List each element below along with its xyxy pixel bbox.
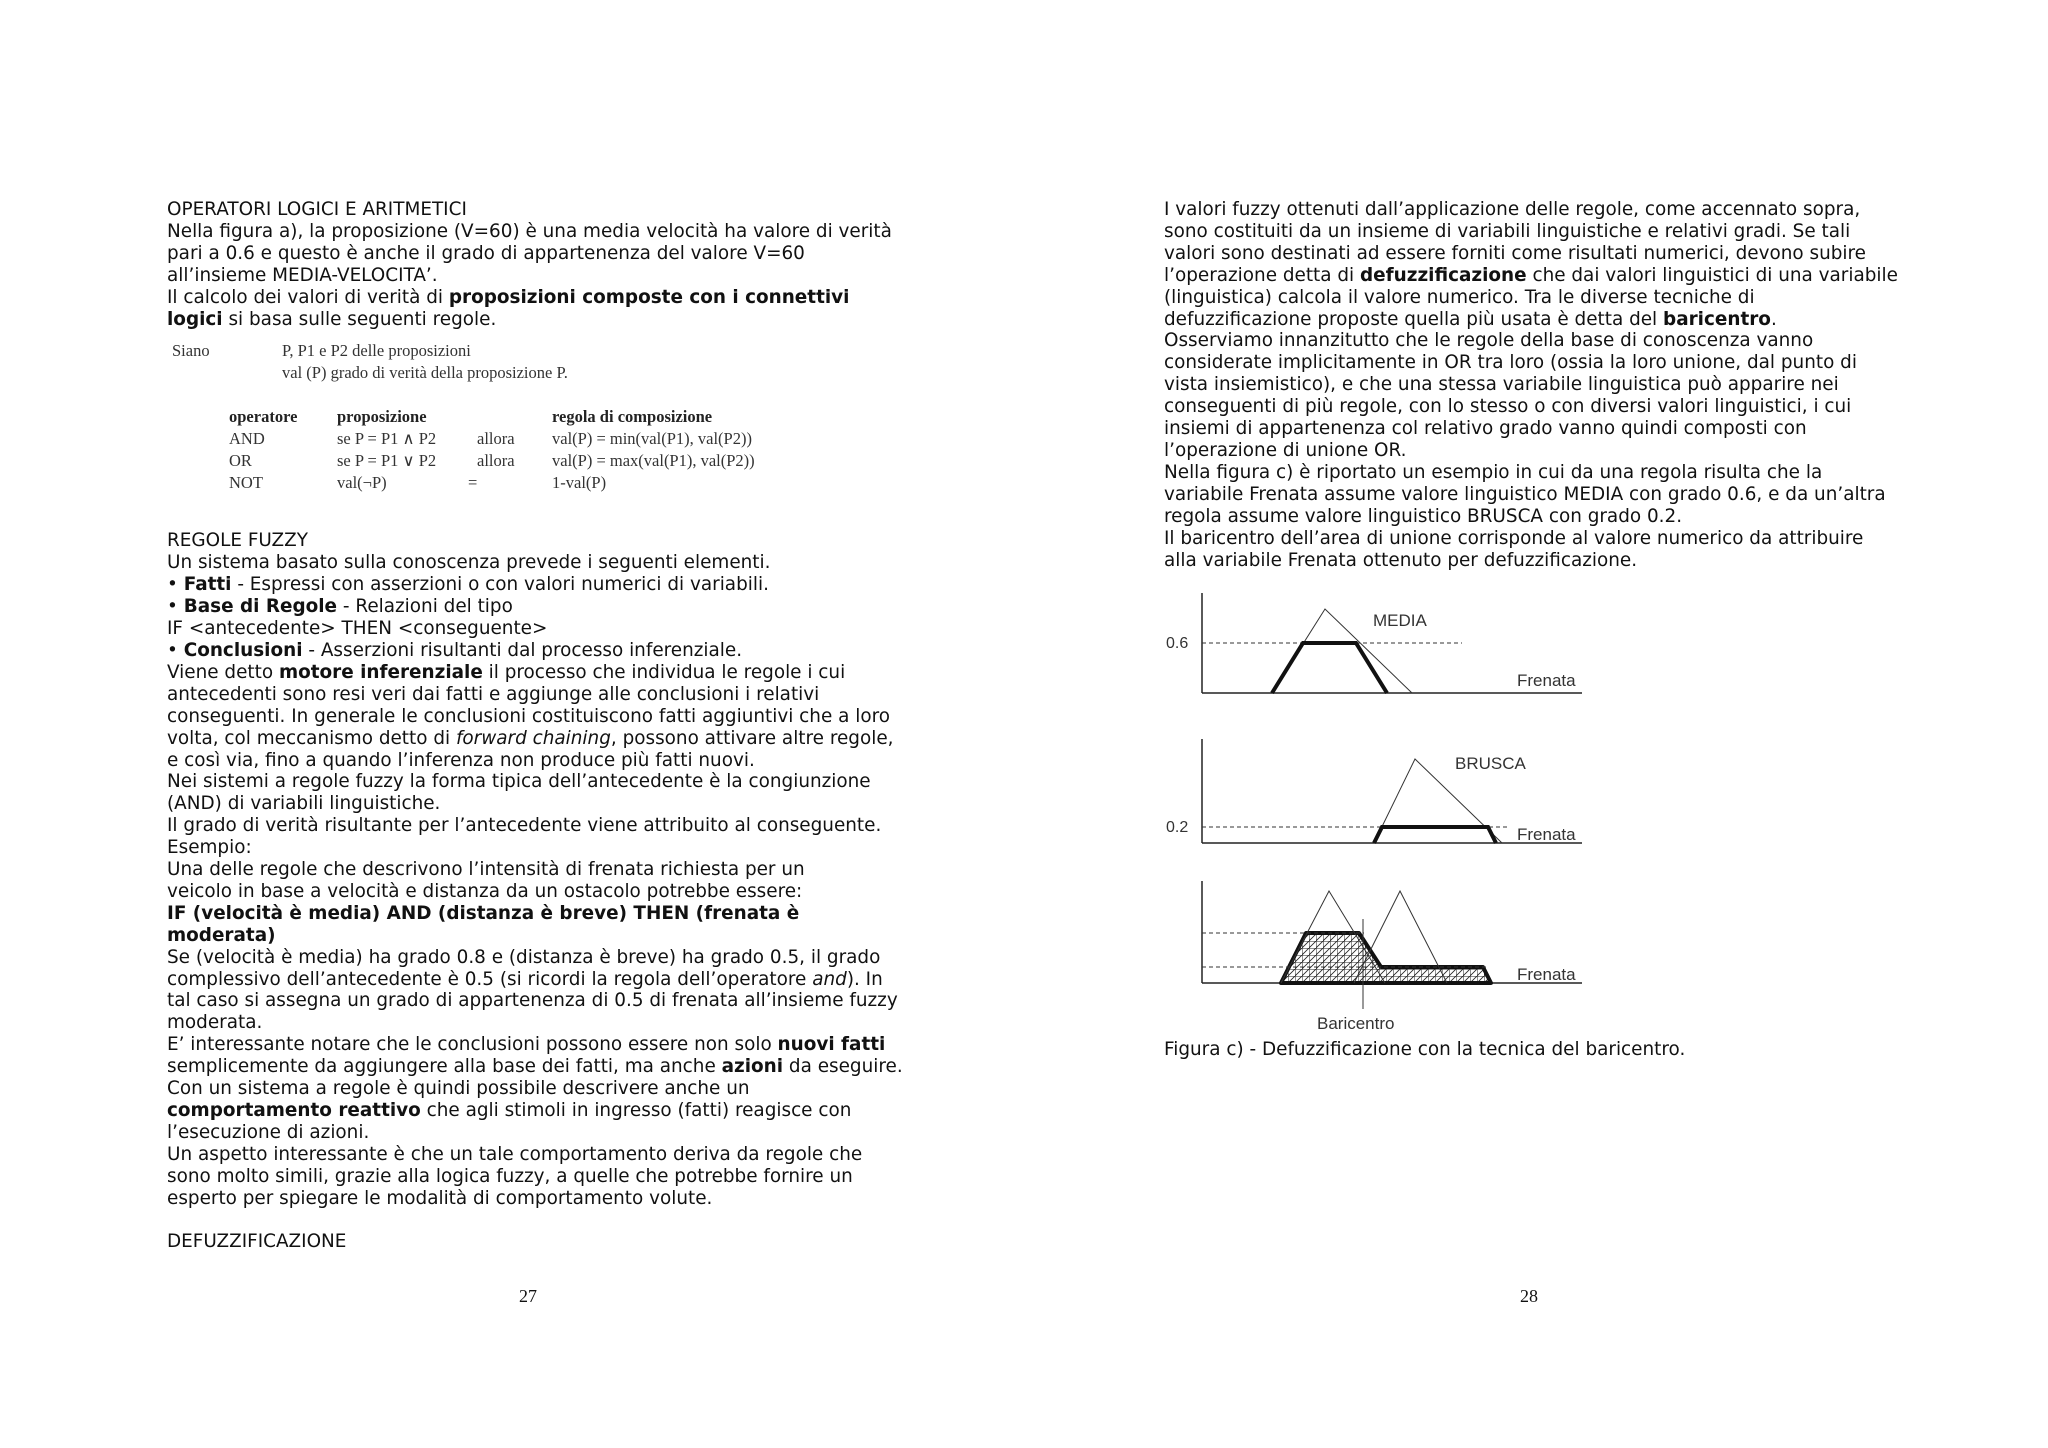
ops-cell: 1-val(P) <box>552 473 607 493</box>
section-heading: DEFUZZIFICAZIONE <box>167 1231 347 1253</box>
ops-cell: se P = P1 ∧ P2 <box>337 429 437 449</box>
axis-label-frenata: Frenata <box>1517 825 1576 845</box>
text-line: moderata. <box>167 1012 263 1034</box>
list-item: • Conclusioni - Asserzioni risultanti dal processo inferenziale. <box>167 639 743 661</box>
text-line: e così via, fino a quando l’inferenza non produce più fatti nuovi. <box>167 749 755 771</box>
text-line: defuzzificazione proposte quella più usata è detta del baricentro. <box>1164 308 1777 330</box>
text-line: sono costituiti da un insieme di variabili linguistiche e relativi gradi. Se tali <box>1164 220 1851 242</box>
text-line: vista insiemistico), e che una stessa variabile linguistica può apparire nei <box>1164 374 1839 396</box>
union-area <box>1281 933 1491 983</box>
rule-example: moderata) <box>167 924 276 946</box>
text-line: conseguenti di più regole, con lo stesso o con diversi valori linguistici, i cui <box>1164 396 1852 418</box>
ops-cell: se P = P1 ∨ P2 <box>337 451 437 471</box>
text-line: IF <antecedente> THEN <conseguente> <box>167 618 548 640</box>
text-line: Esempio: <box>167 837 252 859</box>
text-line: Nella figura c) è riportato un esempio in cui da una regola risulta che la <box>1164 461 1823 483</box>
text-line: variabile Frenata assume valore linguistico MEDIA con grado 0.6, e da un’altra <box>1164 483 1886 505</box>
text-line: complessivo dell’antecedente è 0.5 (si ricordi la regola dell’operatore and). In <box>167 968 883 990</box>
text-line: conseguenti. In generale le conclusioni costituiscono fatti aggiuntivi che a loro <box>167 705 890 727</box>
list-item: • Fatti - Espressi con asserzioni o con valori numerici di variabili. <box>167 574 769 596</box>
text-line: alla variabile Frenata ottenuto per defuzzificazione. <box>1164 549 1638 571</box>
text-line: l’esecuzione di azioni. <box>167 1121 370 1143</box>
ops-siano: Siano <box>172 341 210 361</box>
text-line: l’operazione di unione OR. <box>1164 439 1407 461</box>
text-line: volta, col meccanismo detto di forward chaining, possono attivare altre regole, <box>167 727 894 749</box>
text-line: sono molto simili, grazie alla logica fuzzy, a quelle che potrebbe fornire un <box>167 1165 853 1187</box>
left-text-column <box>167 199 907 1253</box>
ops-line1: P, P1 e P2 delle proposizioni <box>282 341 471 361</box>
panel-media <box>1166 593 1582 693</box>
ops-cell: val(¬P) <box>337 473 387 493</box>
text-line: antecedenti sono resi veri dai fatti e aggiunge alle conclusioni i relativi <box>167 683 820 705</box>
media-clipped-shape <box>1272 643 1387 693</box>
ops-header-operatore: operatore <box>229 407 298 427</box>
rule-example: IF (velocità è media) AND (distanza è breve) THEN (frenata è <box>167 902 800 924</box>
operators-table <box>172 340 792 505</box>
text-line: Nella figura a), la proposizione (V=60) è una media velocità ha valore di verità <box>167 220 892 242</box>
panel-brusca <box>1166 739 1582 844</box>
page-number: 28 <box>1520 1286 1538 1306</box>
text-line: Un sistema basato sulla conoscenza prevede i seguenti elementi. <box>167 552 771 574</box>
ops-line2: val (P) grado di verità della proposizione P. <box>282 363 568 383</box>
ops-cell: allora <box>477 451 515 471</box>
text-line: regola assume valore linguistico BRUSCA con grado 0.2. <box>1164 505 1683 527</box>
text-line: Con un sistema a regole è quindi possibile descrivere anche un <box>167 1078 750 1100</box>
brusca-clipped-shape <box>1374 827 1496 843</box>
text-line: comportamento reattivo che agli stimoli in ingresso (fatti) reagisce con <box>167 1100 852 1121</box>
ops-cell: NOT <box>229 473 263 493</box>
figure-caption: Figura c) - Defuzzificazione con la tecnica del baricentro. <box>1164 1039 1686 1061</box>
text-line: insiemi di appartenenza col relativo grado vanno quindi composti con <box>1164 418 1807 440</box>
axis-label-frenata: Frenata <box>1517 671 1576 691</box>
degree-label-media: 0.6 <box>1166 635 1189 653</box>
text-line: Nei sistemi a regole fuzzy la forma tipica dell’antecedente è la congiunzione <box>167 771 871 793</box>
ops-cell: = <box>468 473 478 493</box>
ops-cell: val(P) = min(val(P1), val(P2)) <box>552 429 752 449</box>
text-line: Viene detto motore inferenziale il processo che individua le regole i cui <box>167 661 846 683</box>
text-line: Se (velocità è media) ha grado 0.8 e (distanza è breve) ha grado 0.5, il grado <box>167 946 881 968</box>
defuzzification-figure <box>1162 591 1904 1047</box>
figure-svg <box>1162 591 1602 1041</box>
text-line: l’operazione detta di defuzzificazione che dai valori linguistici di una variabile <box>1164 264 1898 286</box>
text-line: E’ interessante notare che le conclusioni possono essere non solo nuovi fatti <box>167 1034 886 1056</box>
text-line: tal caso si assegna un grado di appartenenza di 0.5 di frenata all’insieme fuzzy <box>167 990 898 1012</box>
text-line: all’insieme MEDIA-VELOCITA’. <box>167 264 438 286</box>
degree-label-brusca: 0.2 <box>1166 819 1189 837</box>
text-line: Una delle regole che descrivono l’intensità di frenata richiesta per un <box>167 859 805 881</box>
text-line: Il grado di verità risultante per l’antecedente viene attribuito al conseguente. <box>167 815 882 837</box>
panel-union <box>1202 881 1582 1033</box>
text-line: logici si basa sulle seguenti regole. <box>167 308 497 330</box>
text-line: considerate implicitamente in OR tra loro (ossia la loro unione, dal punto di <box>1164 352 1857 374</box>
right-page <box>1024 0 2048 1448</box>
list-item: • Base di Regole - Relazioni del tipo <box>167 596 513 618</box>
text-line: I valori fuzzy ottenuti dall’applicazione delle regole, come accennato sopra, <box>1164 199 1861 220</box>
text-line: Il calcolo dei valori di verità di proposizioni composte con i connettivi <box>167 286 850 308</box>
ops-header-proposizione: proposizione <box>337 407 427 427</box>
text-line: Il baricentro dell’area di unione corrisponde al valore numerico da attribuire <box>1164 527 1864 549</box>
text-line: semplicemente da aggiungere alla base dei fatti, ma anche azioni da eseguire. <box>167 1056 903 1078</box>
text-line: (AND) di variabili linguistiche. <box>167 793 441 815</box>
text-line: Un aspetto interessante è che un tale comportamento deriva da regole che <box>167 1143 863 1165</box>
centroid-label: Baricentro <box>1317 1014 1395 1034</box>
section-heading: OPERATORI LOGICI E ARITMETICI <box>167 199 467 220</box>
text-line: esperto per spiegare le modalità di comportamento volute. <box>167 1187 713 1209</box>
ops-cell: AND <box>229 429 265 449</box>
ops-cell: val(P) = max(val(P1), val(P2)) <box>552 451 755 471</box>
brusca-label: BRUSCA <box>1455 754 1526 774</box>
page-number: 27 <box>519 1286 537 1306</box>
section-heading: REGOLE FUZZY <box>167 530 308 552</box>
ops-cell: OR <box>229 451 252 471</box>
ops-cell: allora <box>477 429 515 449</box>
axis-label-frenata: Frenata <box>1517 965 1576 985</box>
ops-header-regola: regola di composizione <box>552 407 713 427</box>
text-line: (linguistica) calcola il valore numerico. Tra le diverse tecniche di <box>1164 286 1755 308</box>
media-label: MEDIA <box>1373 611 1427 631</box>
text-line: pari a 0.6 e questo è anche il grado di appartenenza del valore V=60 <box>167 242 805 264</box>
right-text-column <box>1164 199 1904 1061</box>
text-line: veicolo in base a velocità e distanza da un ostacolo potrebbe essere: <box>167 880 803 902</box>
text-line: valori sono destinati ad essere forniti come risultati numerici, devono subire <box>1164 242 1866 264</box>
text-line: Osserviamo innanzitutto che le regole della base di conoscenza vanno <box>1164 330 1814 352</box>
